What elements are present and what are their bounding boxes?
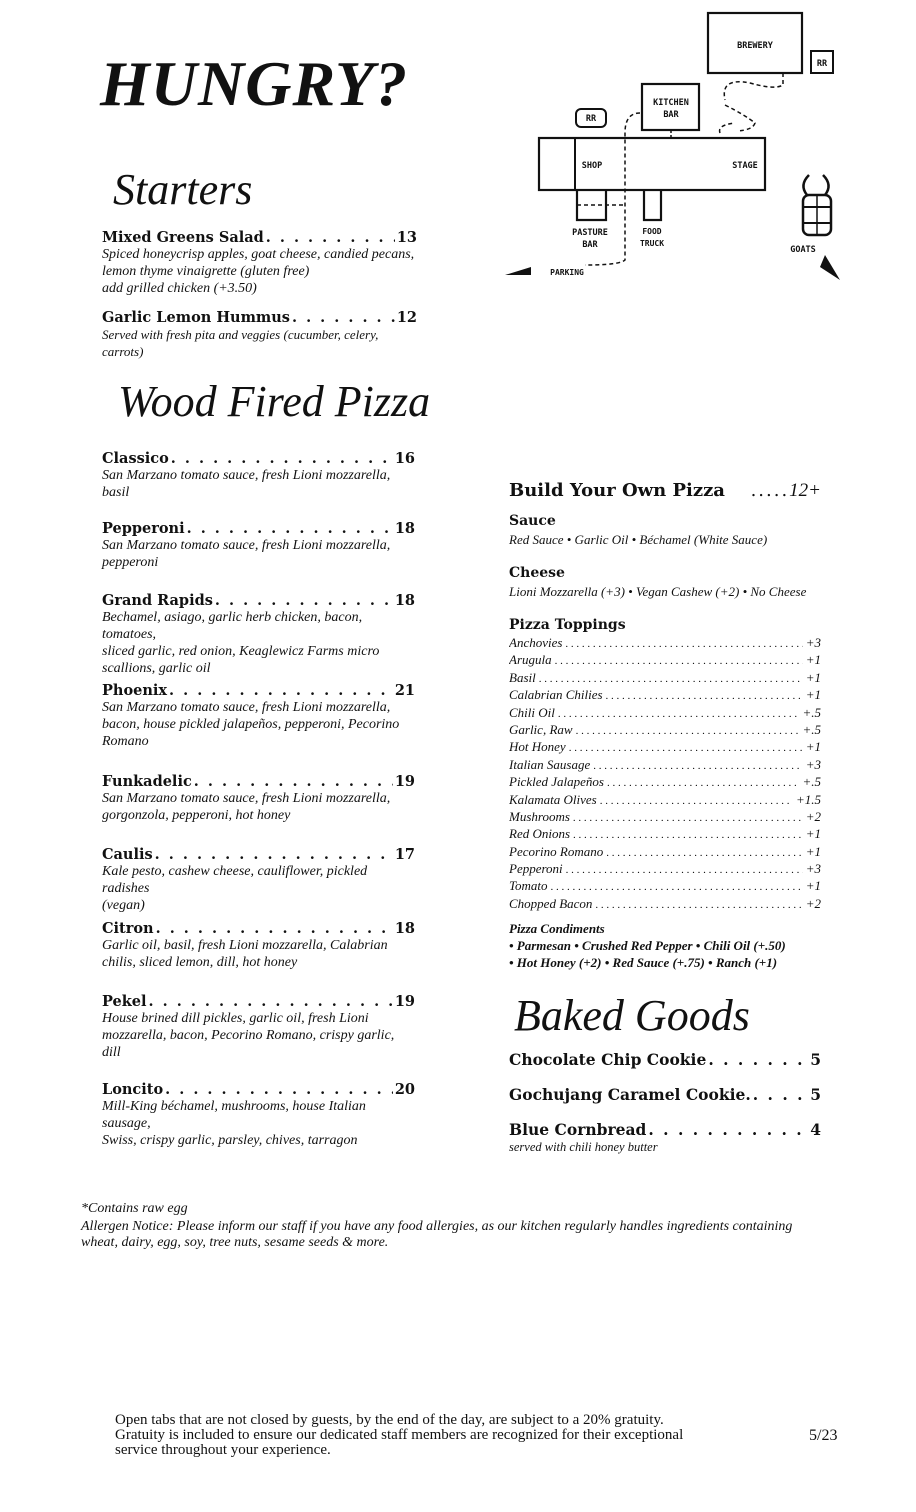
item-description: San Marzano tomato sauce, fresh Lioni mozzarella, basil [102,468,391,500]
topping-row [509,652,821,669]
topping-name: Hot Honey [509,739,566,755]
goats-arrow [820,255,840,280]
menu-item [102,682,415,750]
topping-row [509,861,821,878]
menu-item [102,920,415,971]
item-price: 13 [396,229,417,246]
topping-name: Arugula [509,652,552,668]
pasture-bar-label: BAR [582,240,598,250]
topping-name: Pickled Jalapeños [509,774,604,790]
kitchen-bar-label: BAR [663,110,679,120]
topping-row [509,826,821,843]
item-price: 5 [810,1085,821,1104]
topping-name: Kalamata Olives [509,791,597,807]
food-label: FOOD [642,227,662,236]
item-price: 5 [810,1050,821,1069]
byo-header: Build Your Own Pizza ..... 12+ [509,480,821,501]
menu-item [102,993,415,1061]
topping-row [509,809,821,826]
goats-label: GOATS [790,245,816,255]
item-name: Grand Rapids [102,592,213,609]
cheese-heading: Cheese [509,565,565,581]
topping-name: Pepperoni [509,861,563,877]
shop-label: SHOP [581,161,603,171]
parking-label: PARKING [550,268,584,277]
topping-price: +3 [805,635,821,650]
item-description: served with chili honey butter [509,1140,658,1154]
topping-price: +2 [805,808,821,824]
topping-row [509,792,821,809]
item-name: Caulis [102,846,153,863]
item-price: 16 [394,450,415,467]
topping-row [509,739,821,756]
menu-item [509,1120,821,1156]
topping-name: Italian Sausage [509,756,591,772]
menu-item [102,229,417,297]
restroom-label: RR [816,59,828,69]
item-name: Classico [102,450,169,467]
topping-price: +1 [805,878,821,894]
topping-price: +1 [805,843,821,859]
topping-name: Red Onions [509,826,571,842]
restroom-label: RR [585,114,597,124]
item-name: Pepperoni [102,520,185,537]
topping-price: +1 [805,652,821,668]
sauce-heading: Sauce [509,513,556,529]
brewery-label: BREWERY [737,41,773,51]
topping-price: +3 [805,756,821,772]
topping-name: Chopped Bacon [509,895,593,911]
menu-item [509,1050,821,1069]
item-name: Chocolate Chip Cookie [509,1050,707,1069]
topping-row [509,774,821,791]
item-name: Loncito [102,1081,164,1098]
item-description: San Marzano tomato sauce, fresh Lioni mozzarella, bacon, house pickled jalapeños, pepperoni, Pecorino Romano [102,700,400,749]
pasture-label: PASTURE [572,228,608,238]
item-description: Spiced honeycrisp apples, goat cheese, candied pecans, lemon thyme vinaigrette (gluten free) add grilled chicken (+3.50) [102,247,415,296]
item-price: 21 [394,682,415,699]
topping-price: +2 [805,895,821,911]
sauce-options: Red Sauce • Garlic Oil • Béchamel (White Sauce) [509,532,768,547]
item-description: Bechamel, asiago, garlic herb chicken, bacon, tomatoes, sliced garlic, red onion, Keaglewicz Farms micro scallions, garlic oil [102,610,380,676]
item-name: Funkadelic [102,773,192,790]
item-description: San Marzano tomato sauce, fresh Lioni mozzarella, pepperoni [102,538,391,570]
item-description: Mill-King béchamel, mushrooms, house Italian sausage, Swiss, crispy garlic, parsley, chives, tarragon [102,1099,366,1148]
item-price: 18 [394,920,415,937]
menu-item [509,1085,821,1104]
item-price: 19 [394,773,415,790]
topping-price: +1.5 [795,791,821,807]
topping-price: +.5 [802,774,821,790]
item-name: Citron [102,920,154,937]
item-name: Garlic Lemon Hummus [102,309,290,326]
topping-row [509,705,821,722]
item-price: 12 [396,309,417,326]
kitchen-label: KITCHEN [653,98,689,108]
goat-barrel-icon [803,175,831,235]
topping-price: +1 [805,687,821,703]
menu-item [102,1081,415,1149]
stage-label: STAGE [732,161,758,171]
parking-arrow [505,267,531,275]
menu-date: 5/23 [809,1427,838,1444]
pizza-heading: Wood Fired Pizza [118,377,431,426]
allergen-notice: Allergen Notice: Please inform our staff if you have any food allergies, as our kitchen regularly handles ingredients containing wheat, dairy, egg, soy, tree nuts, sesame seeds & more. [81,1219,793,1250]
condiments-heading: Pizza Condiments [509,921,605,936]
topping-row [509,878,821,895]
topping-price: +1 [805,739,821,755]
menu-item [102,450,415,501]
item-price: 17 [394,846,415,863]
menu-item [102,309,417,360]
item-price: 18 [394,520,415,537]
topping-row [509,670,821,687]
topping-row [509,757,821,774]
topping-price: +3 [805,861,821,877]
item-description: Garlic oil, basil, fresh Lioni mozzarella, Calabrian chilis, sliced lemon, dill, hot honey [102,938,388,970]
topping-price: +1 [805,826,821,842]
topping-name: Pecorino Romano [509,843,604,859]
byo-title: Build Your Own Pizza [509,480,725,501]
condiments-line: • Hot Honey (+2) • Red Sauce (+.75) • Ranch (+1) [509,955,778,970]
toppings-heading: Pizza Toppings [509,617,626,633]
topping-name: Basil [509,669,536,685]
item-description: San Marzano tomato sauce, fresh Lioni mozzarella, gorgonzola, pepperoni, hot honey [102,791,391,823]
topping-price: +.5 [802,721,821,737]
item-price: 19 [394,993,415,1010]
topping-price: +1 [805,669,821,685]
item-name: Blue Cornbread [509,1120,647,1139]
menu-item [102,846,415,914]
item-description: Kale pesto, cashew cheese, cauliflower, pickled radishes (vegan) [102,864,368,913]
venue-map [495,5,855,290]
item-description: House brined dill pickles, garlic oil, fresh Lioni mozzarella, bacon, Pecorino Romano, crispy garlic, dill [102,1011,395,1060]
condiments-line: • Parmesan • Crushed Red Pepper • Chili Oil (+.50) [509,938,786,953]
menu-item [102,592,415,677]
topping-name: Anchovies [509,635,563,650]
item-name: Mixed Greens Salad [102,229,264,246]
topping-name: Garlic, Raw [509,721,573,737]
baked-heading: Baked Goods [514,991,750,1040]
item-name: Gochujang Caramel Cookie. [509,1085,751,1104]
raw-egg-note: *Contains raw egg [81,1201,188,1216]
truck-label: TRUCK [639,239,665,248]
page-title: HUNGRY? [100,48,409,119]
item-name: Pekel [102,993,147,1010]
item-price: 4 [810,1120,821,1139]
item-price: 20 [394,1081,415,1098]
item-price: 18 [394,592,415,609]
menu-item [102,520,415,571]
gratuity-notice: Open tabs that are not closed by guests, by the end of the day, are subject to a 20% gratuity. Gratuity is included to ensure our dedicated staff members are recognized for their exceptional service throughout your experience. [115,1412,684,1458]
menu-item [102,773,415,824]
topping-name: Tomato [509,878,548,894]
item-name: Phoenix [102,682,168,699]
topping-row [509,896,821,913]
topping-name: Calabrian Chilies [509,687,603,703]
topping-name: Mushrooms [509,808,570,824]
topping-row [509,844,821,861]
topping-name: Chili Oil [509,704,555,720]
toppings-list [509,635,821,913]
topping-row [509,635,821,652]
cheese-options: Lioni Mozzarella (+3) • Vegan Cashew (+2) • No Cheese [509,584,807,599]
item-description: Served with fresh pita and veggies (cucumber, celery, carrots) [102,327,379,359]
starters-heading: Starters [113,165,253,214]
main-building [539,138,765,190]
topping-row [509,687,821,704]
byo-price: 12+ [789,480,821,501]
topping-price: +.5 [802,704,821,720]
topping-row [509,722,821,739]
